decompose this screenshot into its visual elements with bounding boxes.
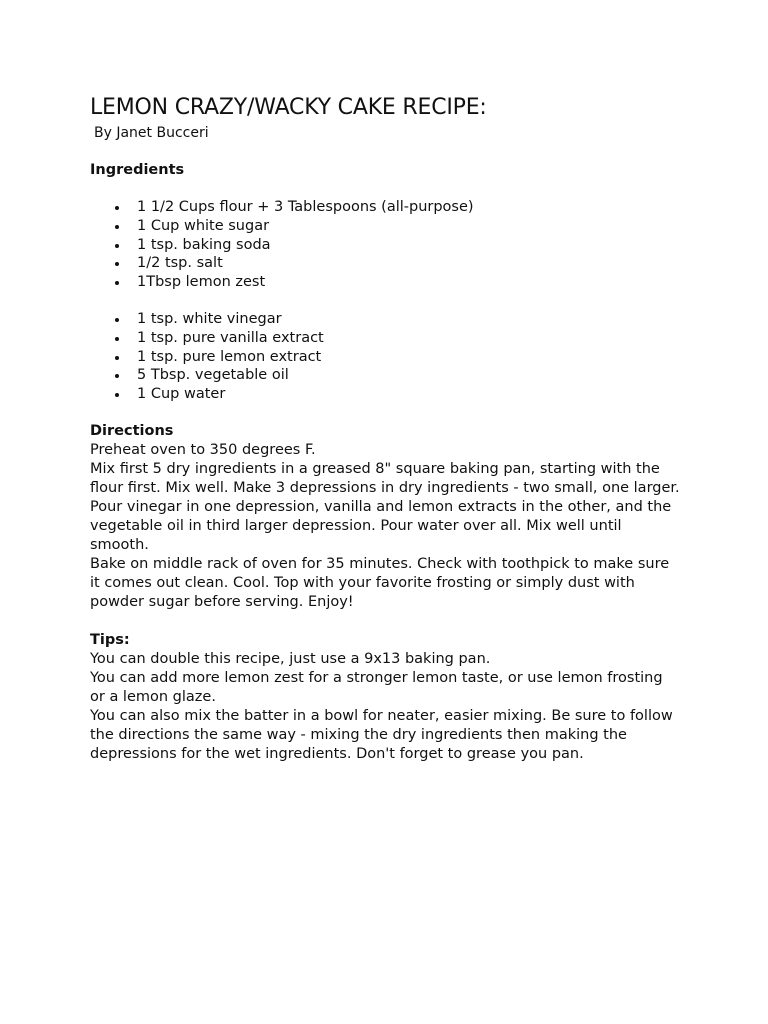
- wet-ingredients-list: [90, 310, 680, 404]
- list-item: 1 tsp. baking soda: [111, 236, 680, 255]
- directions-paragraph: Bake on middle rack of oven for 35 minutes. Check with toothpick to make sure it comes out clean. Cool. Top with your favorite frosting or simply dust with powder sugar before serving. Enjoy!: [90, 555, 670, 610]
- list-item: 1 tsp. white vinegar: [111, 310, 680, 329]
- list-item: 1/2 tsp. salt: [111, 254, 680, 273]
- tip-paragraph: You can add more lemon zest for a stronger lemon taste, or use lemon frosting or a lemon glaze.: [90, 669, 663, 705]
- directions-paragraph: Preheat oven to 350 degrees F.: [90, 441, 316, 458]
- list-item: 1 tsp. pure lemon extract: [111, 348, 680, 367]
- list-item: 1 tsp. pure vanilla extract: [111, 329, 680, 348]
- list-item: 1 1/2 Cups flour + 3 Tablespoons (all-purpose): [111, 198, 680, 217]
- author-byline: By Janet Bucceri: [94, 125, 209, 141]
- dry-ingredients-list: [90, 198, 680, 292]
- list-item: 1Tbsp lemon zest: [111, 273, 680, 292]
- tips-heading: Tips:: [90, 631, 130, 648]
- list-item: 1 Cup water: [111, 385, 680, 404]
- list-item: 1 Cup white sugar: [111, 217, 680, 236]
- recipe-title: LEMON CRAZY/WACKY CAKE RECIPE:: [90, 95, 487, 120]
- list-item: 5 Tbsp. vegetable oil: [111, 366, 680, 385]
- directions-paragraph: Mix first 5 dry ingredients in a greased 8" square baking pan, starting with the flour first. Mix well. Make 3 depressions in dry ingredients - two small, one larger. Pour vinegar in one depression, vanilla and lemon extracts in the other, and the vegetable oil in third larger depression. Pour water over all. Mix well until smooth.: [90, 460, 680, 553]
- directions-heading: Directions: [90, 422, 174, 439]
- recipe-page: [90, 94, 680, 764]
- ingredients-heading: Ingredients: [90, 162, 185, 178]
- tip-paragraph: You can also mix the batter in a bowl for neater, easier mixing. Be sure to follow the directions the same way - mixing the dry ingredients then making the depressions for the wet ingredients. Don't forget to grease you pan.: [90, 707, 673, 762]
- tip-paragraph: You can double this recipe, just use a 9x13 baking pan.: [90, 650, 491, 667]
